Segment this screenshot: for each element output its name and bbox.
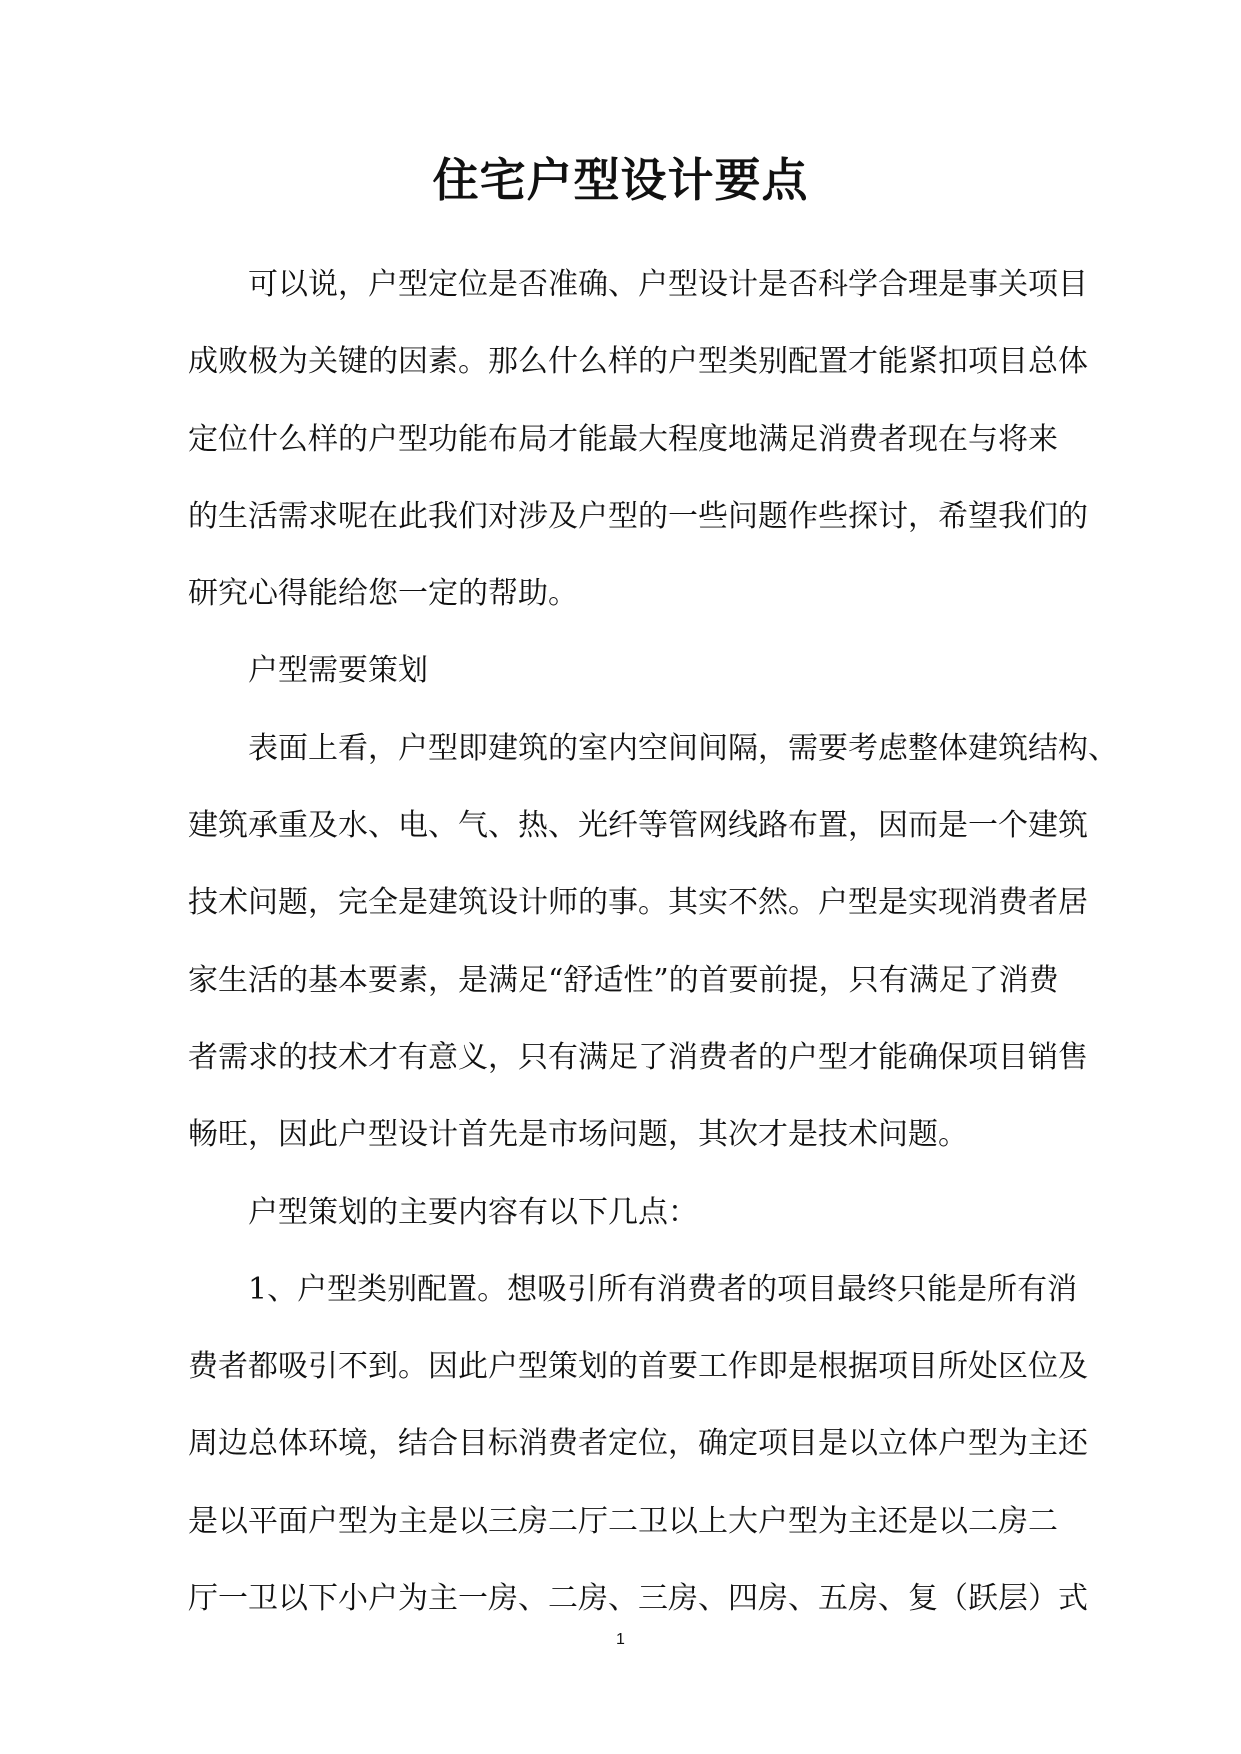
list-item-line: 1、户型类别配置。想吸引所有消费者的项目最终只能是所有消	[248, 1271, 1078, 1307]
paragraph-line: 是以平面户型为主是以三房二厅二卫以上大户型为主还是以二房二	[188, 1503, 1058, 1539]
paragraph-line: 建筑承重及水、电、气、热、光纤等管网线路布置，因而是一个建筑	[188, 808, 1088, 844]
paragraph-line: 的生活需求呢在此我们对涉及户型的一些问题作些探讨，希望我们的	[188, 498, 1088, 534]
paragraph-line: 成败极为关键的因素。那么什么样的户型类别配置才能紧扣项目总体	[188, 344, 1088, 380]
paragraph-line: 家生活的基本要素，是满足“舒适性”的首要前提，只有满足了消费	[188, 962, 1059, 998]
document-title: 住宅户型设计要点	[432, 153, 809, 207]
paragraph-line: 厅一卫以下小户为主一房、二房、三房、四房、五房、复（跃层）式	[188, 1581, 1088, 1617]
page-number: 1	[616, 1631, 625, 1648]
paragraph-line: 周边总体环境，结合目标消费者定位，确定项目是以立体户型为主还	[188, 1426, 1088, 1462]
paragraph-line: 可以说，户型定位是否准确、户型设计是否科学合理是事关项目	[248, 267, 1088, 302]
paragraph-line: 研究心得能给您一定的帮助。	[188, 576, 578, 612]
paragraph-line: 定位什么样的户型功能布局才能最大程度地满足消费者现在与将来	[188, 421, 1058, 457]
paragraph-line: 者需求的技术才有意义，只有满足了消费者的户型才能确保项目销售	[188, 1039, 1088, 1075]
document-body	[188, 255, 1118, 1646]
paragraph-line: 户型策划的主要内容有以下几点：	[248, 1194, 698, 1230]
section-heading: 户型需要策划	[248, 653, 428, 689]
paragraph-line: 费者都吸引不到。因此户型策划的首要工作即是根据项目所处区位及	[188, 1349, 1088, 1385]
paragraph-line: 技术问题，完全是建筑设计师的事。其实不然。户型是实现消费者居	[188, 885, 1088, 921]
paragraph-line: 畅旺，因此户型设计首先是市场问题，其次才是技术问题。	[188, 1117, 968, 1153]
paragraph-line: 表面上看，户型即建筑的室内空间间隔，需要考虑整体建筑结构、	[248, 730, 1118, 766]
